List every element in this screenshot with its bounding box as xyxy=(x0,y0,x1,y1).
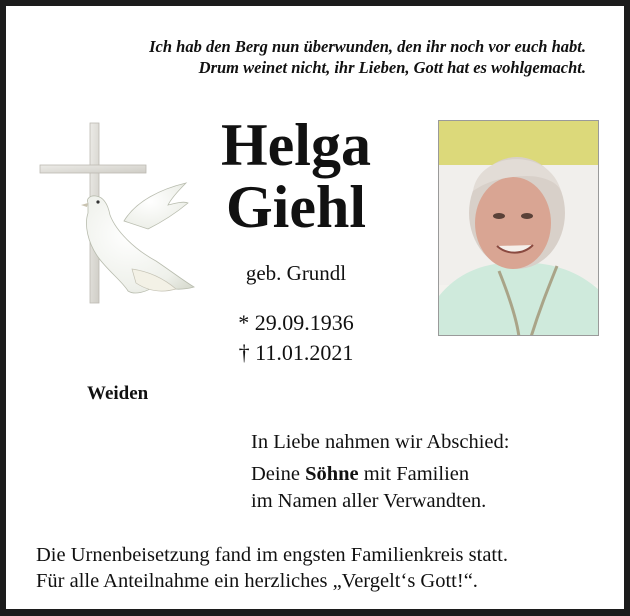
motto-line-1: Ich hab den Berg nun überwunden, den ihr noch vor euch habt. xyxy=(149,37,586,56)
farewell-intro: In Liebe nahmen wir Abschied: xyxy=(251,431,510,453)
motto-line-2: Drum weinet nicht, ihr Lieben, Gott hat es wohlgemacht. xyxy=(198,58,586,77)
mourners-suffix: mit Familien xyxy=(358,463,470,485)
mourners-line-1 xyxy=(251,461,509,488)
first-name: Helga xyxy=(221,112,371,178)
maiden-name: geb. Grundl xyxy=(245,261,347,285)
closing-line-2: Für alle Anteilnahme ein herzliches „Vergelt‘s Gott!“. xyxy=(36,570,478,592)
mourners-prefix: Deine xyxy=(251,463,306,485)
life-dates xyxy=(186,308,406,368)
closing-line-1: Die Urnenbeisetzung fand im engsten Familienkreis statt. xyxy=(36,544,508,566)
birth-date: * 29.09.1936 xyxy=(238,310,354,335)
mourners-line-2: im Namen aller Verwandten. xyxy=(251,490,487,512)
mourners-block xyxy=(251,429,509,515)
deceased-name xyxy=(186,114,406,238)
portrait-photo xyxy=(438,120,599,336)
mourners-sons: Söhne xyxy=(305,463,359,485)
closing-note xyxy=(36,542,508,594)
motto-verse xyxy=(149,36,586,78)
place-of-residence: Weiden xyxy=(87,383,149,404)
cross-dove-icon xyxy=(36,121,201,306)
last-name: Giehl xyxy=(225,174,366,240)
death-date: † 11.01.2021 xyxy=(238,340,354,365)
